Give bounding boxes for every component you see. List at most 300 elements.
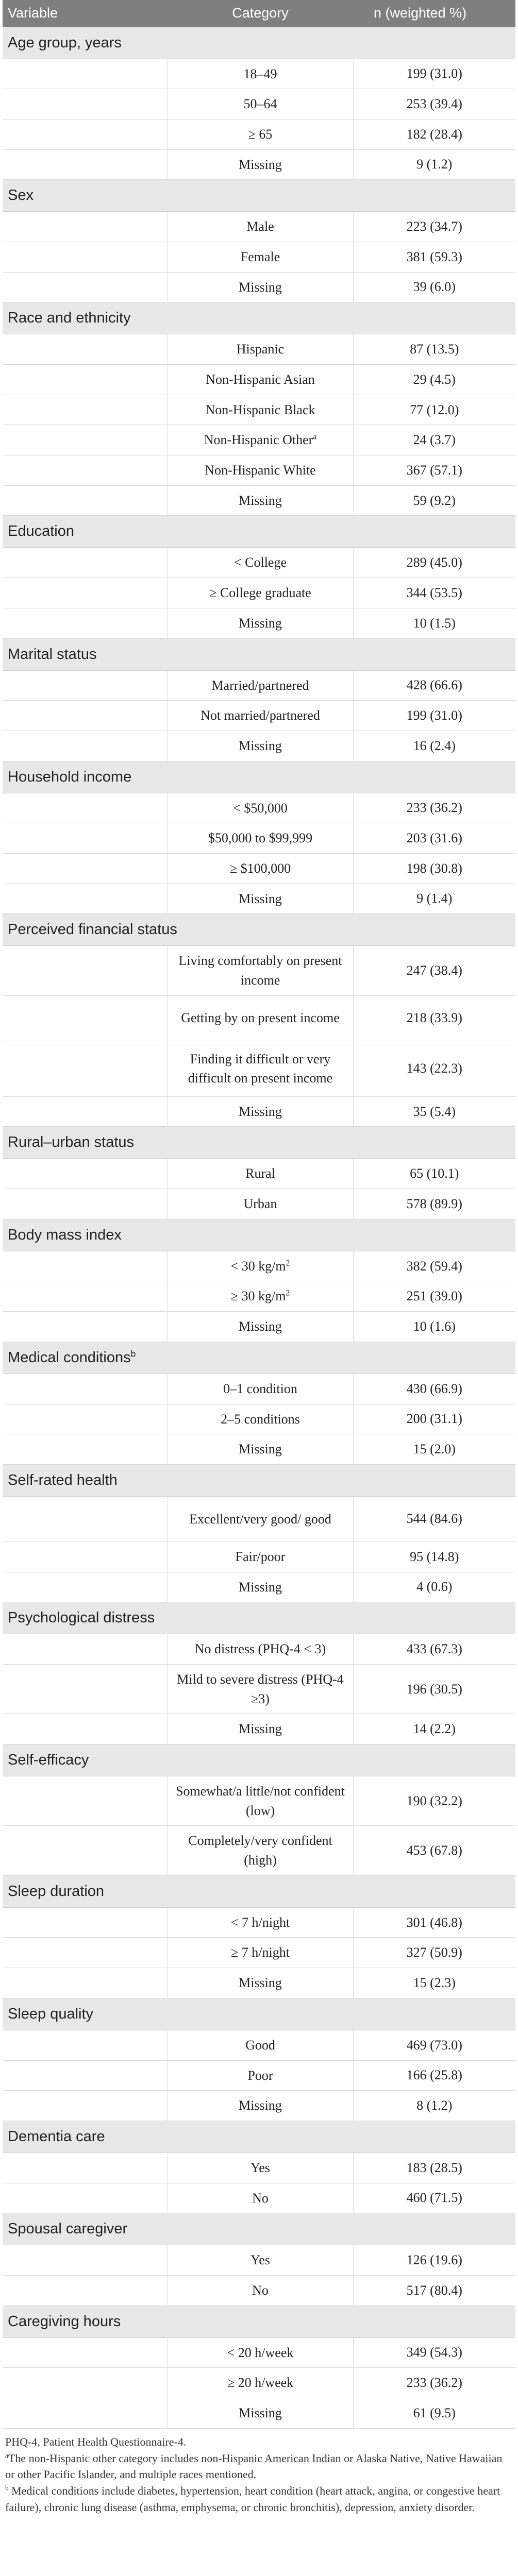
table-row [3,1714,515,1744]
section-title-text: Self-rated health [8,1471,118,1488]
category-cell [168,2337,353,2368]
category-cell [168,608,353,638]
table-row [3,485,515,516]
category-text: 0–1 condition [223,1381,297,1396]
category-cell [168,2245,353,2276]
variable-cell [3,2275,168,2306]
category-text: Missing [239,157,282,172]
category-text: Mild to severe distress (PHQ-4 ≥3) [177,1671,344,1706]
table-row [3,1281,515,1312]
variable-cell [3,2060,168,2091]
variable-cell [3,425,168,455]
value-cell: 14 (2.2) [353,1714,515,1744]
section-title-text: Sex [8,187,34,204]
value-cell: 430 (66.9) [353,1374,515,1404]
table-row [3,425,515,455]
category-cell [168,2060,353,2091]
unit-superscript: 2 [286,1259,290,1268]
category-cell [168,670,353,701]
category-cell [168,1634,353,1665]
table-row [3,2337,515,2368]
section-row [3,2306,515,2337]
variable-cell [3,1159,168,1189]
section-row [3,2121,515,2153]
table-row [3,365,515,395]
section-title-text: Perceived financial status [8,921,177,938]
table-row [3,1312,515,1342]
section-row [3,638,515,670]
category-text: ≥ 65 [248,126,273,142]
header-n-weighted: n (weighted %) [353,0,515,27]
footnote-abbreviation: PHQ-4, Patient Health Questionnaire-4. [5,2435,187,2448]
category-cell [168,395,353,425]
value-cell: 233 (36.2) [353,2368,515,2398]
category-cell [168,1572,353,1602]
variable-cell [3,548,168,578]
variable-cell [3,89,168,120]
unit-superscript: 2 [286,1289,290,1298]
category-text: No [252,2190,269,2206]
table-row [3,1572,515,1602]
variable-cell [3,946,168,995]
section-row [3,1602,515,1634]
value-cell: 218 (33.9) [353,995,515,1041]
category-cell [168,548,353,578]
category-cell [168,485,353,516]
value-cell: 344 (53.5) [353,578,515,608]
section-title-text: Medical conditions [8,1349,131,1366]
value-cell: 35 (5.4) [353,1096,515,1127]
variable-cell [3,1776,168,1826]
table-row [3,149,515,180]
table-row [3,946,515,995]
value-cell: 327 (50.9) [353,1938,515,1968]
category-cell [168,1159,353,1189]
section-title [3,302,515,334]
variable-cell [3,823,168,854]
table-row [3,853,515,884]
value-cell: 196 (30.5) [353,1664,515,1714]
section-title [3,2213,515,2245]
value-cell: 460 (71.5) [353,2183,515,2213]
footnote-a [5,2450,513,2483]
category-cell [168,578,353,608]
variable-cell [3,1251,168,1281]
variable-cell [3,334,168,365]
category-text: < College [233,555,287,570]
table-row [3,1664,515,1714]
value-cell: 9 (1.2) [353,149,515,180]
variable-cell [3,365,168,395]
category-cell [168,2091,353,2121]
value-cell: 233 (36.2) [353,793,515,823]
category-text: Non-Hispanic Black [205,402,315,417]
variable-cell [3,212,168,242]
value-cell: 253 (39.4) [353,89,515,120]
category-cell [168,365,353,395]
category-text: Male [246,219,274,234]
table-row [3,1826,515,1875]
section-title [3,1744,515,1776]
category-text: Missing [239,1319,282,1334]
table-row [3,2153,515,2183]
variable-cell [3,1281,168,1312]
variable-cell [3,1572,168,1602]
variable-cell [3,1041,168,1096]
category-cell [168,89,353,120]
section-title-text: Self-efficacy [8,1752,89,1768]
section-title [3,1342,515,1374]
table-row [3,884,515,914]
variable-cell [3,1312,168,1342]
table-row [3,1041,515,1096]
category-cell [168,119,353,149]
category-text: Yes [250,2160,270,2175]
value-cell: 198 (30.8) [353,853,515,884]
variable-cell [3,1374,168,1404]
section-row [3,302,515,334]
value-cell: 367 (57.1) [353,455,515,486]
category-cell [168,1496,353,1541]
value-cell: 126 (19.6) [353,2245,515,2276]
section-row [3,2213,515,2245]
variable-cell [3,608,168,638]
category-text: < $50,000 [233,800,288,816]
variable-cell [3,1404,168,1434]
value-cell: 251 (39.0) [353,1281,515,1312]
category-text: No distress (PHQ-4 < 3) [194,1641,326,1657]
value-cell: 544 (84.6) [353,1496,515,1541]
value-cell: 39 (6.0) [353,272,515,302]
category-text: Missing [239,738,282,753]
category-text: Rural [245,1166,275,1181]
category-text: Missing [239,2098,282,2113]
section-row [3,516,515,548]
variable-cell [3,1541,168,1572]
value-cell: 453 (67.8) [353,1826,515,1875]
category-cell [168,2183,353,2213]
category-cell [168,1251,353,1281]
variable-cell [3,670,168,701]
table-row [3,2091,515,2121]
value-cell: 289 (45.0) [353,548,515,578]
section-title [3,1464,515,1496]
section-title [3,180,515,212]
category-text: Missing [239,1721,282,1737]
category-cell [168,2030,353,2060]
footnotes [3,2429,515,2516]
category-text: ≥ College graduate [209,585,311,601]
category-text: Excellent/very good/ good [189,1511,331,1527]
variable-cell [3,1826,168,1875]
category-text: Non-Hispanic White [205,463,316,478]
category-cell [168,1404,353,1434]
section-title [3,27,515,59]
category-cell [168,1541,353,1572]
section-title-text: Dementia care [8,2128,105,2145]
table-row [3,2030,515,2060]
variable-cell [3,2337,168,2368]
variable-cell [3,1664,168,1714]
category-cell [168,2368,353,2398]
table-row [3,1434,515,1465]
variable-cell [3,2153,168,2183]
category-text: Good [245,2037,275,2053]
section-title-text: Race and ethnicity [8,310,131,327]
category-cell [168,2153,353,2183]
value-cell: 578 (89.9) [353,1189,515,1219]
table-row [3,89,515,120]
value-cell: 301 (46.8) [353,1907,515,1938]
section-row [3,1342,515,1374]
category-text: ≥ $100,000 [229,860,291,876]
category-text: Missing [239,279,282,295]
footnote-a-text: The non-Hispanic other category includes non-Hispanic American Indian or Alaska Native, Native Hawaiian or other Pacific Islander, and multiple races mentioned. [5,2451,503,2481]
table-row [3,2060,515,2091]
category-text: Completely/very confident (high) [188,1833,332,1868]
section-title [3,1875,515,1907]
variable-cell [3,1714,168,1744]
table-row [3,1374,515,1404]
table-row [3,1634,515,1665]
value-cell: 61 (9.5) [353,2398,515,2429]
section-title [3,2121,515,2153]
category-cell [168,1938,353,1968]
value-cell: 469 (73.0) [353,2030,515,2060]
category-text: Fair/poor [235,1549,286,1564]
table-row [3,670,515,701]
category-cell [168,242,353,272]
table-row [3,1404,515,1434]
category-cell [168,1281,353,1312]
category-text: ≥ 20 h/week [227,2375,294,2391]
value-cell: 59 (9.2) [353,485,515,516]
table-row [3,2368,515,2398]
value-cell: 433 (67.3) [353,1634,515,1665]
header-variable: Variable [3,0,168,27]
table-row [3,395,515,425]
category-text: ≥ 30 kg/m [230,1289,286,1304]
variable-cell [3,793,168,823]
category-text: ≥ 7 h/night [231,1945,290,1960]
section-title [3,638,515,670]
table-row [3,1496,515,1541]
table-row [3,578,515,608]
table-row [3,212,515,242]
section-title-text: Sleep quality [8,2005,94,2022]
category-text: Living comfortably on present income [178,953,342,988]
table-row [3,2275,515,2306]
category-text: Missing [239,1442,282,1457]
category-cell [168,212,353,242]
value-cell: 15 (2.0) [353,1434,515,1465]
section-title-text: Spousal caregiver [8,2221,128,2238]
category-text: Not married/partnered [200,708,320,723]
table-row [3,272,515,302]
section-title-text: Marital status [8,646,97,663]
category-text: 18–49 [243,66,277,81]
category-text: Somewhat/a little/not confident (low) [176,1784,345,1818]
category-text: Missing [239,1579,282,1595]
section-title [3,1127,515,1159]
category-cell [168,1374,353,1404]
value-cell: 182 (28.4) [353,119,515,149]
section-row [3,180,515,212]
section-title-text: Rural–urban status [8,1134,135,1151]
variable-cell [3,731,168,761]
section-title [3,914,515,946]
category-text: $50,000 to $99,999 [208,831,313,846]
category-cell [168,2275,353,2306]
value-cell: 10 (1.5) [353,608,515,638]
value-cell: 199 (31.0) [353,701,515,731]
table-row [3,1907,515,1938]
table-row [3,995,515,1041]
table-row [3,701,515,731]
section-title-text: Psychological distress [8,1609,155,1626]
variable-cell [3,485,168,516]
variable-cell [3,395,168,425]
category-footnote-mark: a [313,432,317,442]
category-cell [168,1041,353,1096]
variable-cell [3,1096,168,1127]
category-text: Hispanic [236,342,285,357]
section-title-text: Education [8,523,74,540]
table-row [3,731,515,761]
category-cell [168,1189,353,1219]
value-cell: 223 (34.7) [353,212,515,242]
category-text: Female [240,249,280,264]
category-cell [168,1714,353,1744]
section-row [3,914,515,946]
variable-cell [3,272,168,302]
category-text: Non-Hispanic Other [204,432,313,448]
table-row [3,1159,515,1189]
category-text: < 7 h/night [230,1914,290,1930]
table-row [3,334,515,365]
category-cell [168,946,353,995]
category-cell [168,455,353,486]
variable-cell [3,119,168,149]
value-cell: 183 (28.5) [353,2153,515,2183]
value-cell: 65 (10.1) [353,1159,515,1189]
value-cell: 349 (54.3) [353,2337,515,2368]
value-cell: 381 (59.3) [353,242,515,272]
variable-cell [3,853,168,884]
value-cell: 200 (31.1) [353,1404,515,1434]
category-cell [168,1312,353,1342]
section-title [3,761,515,793]
category-cell [168,1776,353,1826]
value-cell: 87 (13.5) [353,334,515,365]
variable-cell [3,578,168,608]
section-row [3,1998,515,2030]
variable-cell [3,884,168,914]
category-cell [168,884,353,914]
table-row [3,1096,515,1127]
category-cell [168,334,353,365]
category-text: Married/partnered [211,677,309,693]
table-row [3,242,515,272]
table-row [3,793,515,823]
variable-cell [3,242,168,272]
variable-cell [3,1634,168,1665]
section-title-text: Caregiving hours [8,2313,121,2330]
table-row [3,1251,515,1281]
category-text: Urban [243,1196,277,1212]
category-text: < 30 kg/m [230,1258,286,1274]
characteristics-table [3,0,515,2429]
category-cell [168,149,353,180]
value-cell: 10 (1.6) [353,1312,515,1342]
value-cell: 190 (32.2) [353,1776,515,1826]
value-cell: 166 (25.8) [353,2060,515,2091]
category-cell [168,995,353,1041]
table-body [3,27,515,2428]
variable-cell [3,2091,168,2121]
variable-cell [3,1968,168,1998]
category-cell [168,823,353,854]
category-cell [168,853,353,884]
category-cell [168,2398,353,2429]
section-title [3,516,515,548]
value-cell: 517 (80.4) [353,2275,515,2306]
table-row [3,823,515,854]
value-cell: 199 (31.0) [353,59,515,89]
variable-cell [3,59,168,89]
category-text: Getting by on present income [181,1010,340,1026]
category-text: Missing [239,891,282,906]
category-text: 50–64 [243,96,277,112]
section-title-footnote-mark: b [130,1348,136,1359]
value-cell: 382 (59.4) [353,1251,515,1281]
category-text: Non-Hispanic Asian [206,372,315,387]
variable-cell [3,995,168,1041]
table-row [3,1776,515,1826]
section-row [3,1127,515,1159]
variable-cell [3,455,168,486]
variable-cell [3,2398,168,2429]
table-row [3,455,515,486]
section-title-text: Household income [8,768,132,785]
category-cell [168,272,353,302]
category-text: < 20 h/week [227,2345,294,2360]
section-row [3,761,515,793]
footnote-b [5,2483,513,2516]
table-row [3,2245,515,2276]
variable-cell [3,1907,168,1938]
table-row [3,1968,515,1998]
section-row [3,1744,515,1776]
table-row [3,548,515,578]
category-text: Missing [239,493,282,508]
table-row [3,2183,515,2213]
section-title [3,1998,515,2030]
value-cell: 77 (12.0) [353,395,515,425]
category-cell [168,59,353,89]
category-text: Yes [250,2252,270,2268]
category-text: Poor [247,2067,273,2083]
category-cell [168,731,353,761]
category-text: Missing [239,615,282,631]
section-row [3,1875,515,1907]
section-title [3,2306,515,2337]
value-cell: 428 (66.6) [353,670,515,701]
value-cell: 8 (1.2) [353,2091,515,2121]
value-cell: 95 (14.8) [353,1541,515,1572]
footnote-b-text: Medical conditions include diabetes, hypertension, heart condition (heart attack, angina, or congestive heart failure), chronic lung disease (asthma, emphysema, or chronic bronchitis), depression, anxiety disorder. [5,2484,500,2514]
variable-cell [3,149,168,180]
